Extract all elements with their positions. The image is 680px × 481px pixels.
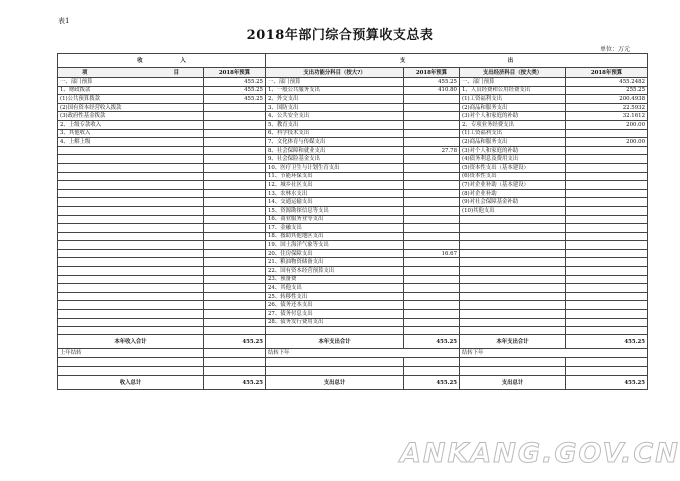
economic-budget-cell xyxy=(566,318,648,327)
function-item-cell: 10、医疗卫生与计划生育支出 xyxy=(266,163,404,172)
economic-item-cell xyxy=(460,275,566,284)
function-budget-cell xyxy=(404,112,460,121)
function-budget-cell xyxy=(404,215,460,224)
table-row xyxy=(58,258,648,267)
table-row xyxy=(58,120,648,129)
income-budget-cell xyxy=(204,112,266,121)
function-item-cell: 1、一般公共服务支出 xyxy=(266,86,404,95)
function-item-cell: 22、国有资本经营预算支出 xyxy=(266,267,404,276)
income-item-cell xyxy=(58,181,204,190)
income-budget-cell xyxy=(204,181,266,190)
economic-item-cell xyxy=(460,284,566,293)
economic-budget-cell: 32.1612 xyxy=(566,112,648,121)
function-item-cell: 6、科学技术支出 xyxy=(266,129,404,138)
function-item-cell: 7、文化体育与传媒支出 xyxy=(266,138,404,147)
economic-budget-cell: 200.4938 xyxy=(566,95,648,104)
economic-item-cell xyxy=(460,249,566,258)
economic-item-cell: (5)资本性支出（基本建设） xyxy=(460,163,566,172)
table-row xyxy=(58,129,648,138)
economic-budget-cell xyxy=(566,155,648,164)
economic-budget-cell: 200.00 xyxy=(566,120,648,129)
function-item-cell: 5、教育支出 xyxy=(266,120,404,129)
economic-item-cell xyxy=(460,224,566,233)
function-budget-cell xyxy=(404,258,460,267)
economic-budget-cell xyxy=(566,292,648,301)
economic-budget-cell xyxy=(566,249,648,258)
table-row xyxy=(58,241,648,250)
income-budget-cell xyxy=(204,275,266,284)
function-budget-cell xyxy=(404,95,460,104)
economic-budget-cell: 455.2482 xyxy=(566,78,648,87)
function-budget-cell xyxy=(404,318,460,327)
function-budget-cell xyxy=(404,206,460,215)
income-budget-cell xyxy=(204,189,266,198)
table-row xyxy=(58,275,648,284)
function-item-cell: 2、外交支出 xyxy=(266,95,404,104)
economic-item-cell: (1)工资福利支出 xyxy=(460,129,566,138)
function-budget-cell xyxy=(404,181,460,190)
economic-item-cell xyxy=(460,292,566,301)
table-row xyxy=(58,181,648,190)
economic-item-cell: (9)对社会保障基金补助 xyxy=(460,198,566,207)
income-item-cell xyxy=(58,163,204,172)
function-item-cell: 26、债务还本支出 xyxy=(266,301,404,310)
economic-budget-cell: 200.00 xyxy=(566,138,648,147)
table-row xyxy=(58,198,648,207)
income-item-cell xyxy=(58,146,204,155)
income-budget-cell: 455.25 xyxy=(204,78,266,87)
economic-budget-cell xyxy=(566,275,648,284)
function-item-cell: 13、农林水支出 xyxy=(266,189,404,198)
income-item-cell: 一、部门预算 xyxy=(58,78,204,87)
function-budget-cell xyxy=(404,275,460,284)
table-row xyxy=(58,224,648,233)
function-item-cell: 25、转移性支出 xyxy=(266,292,404,301)
function-item-cell: 19、国土海洋气象等支出 xyxy=(266,241,404,250)
income-item-cell xyxy=(58,232,204,241)
income-budget-cell xyxy=(204,129,266,138)
function-budget-cell xyxy=(404,163,460,172)
year-expense-total-label: 本年支出合计 xyxy=(266,335,404,349)
economic-budget-cell xyxy=(566,172,648,181)
table-row xyxy=(58,138,648,147)
income-item-cell xyxy=(58,284,204,293)
income-budget-cell: 455.25 xyxy=(204,86,266,95)
income-item-cell xyxy=(58,267,204,276)
table-row xyxy=(58,249,648,258)
income-budget-cell xyxy=(204,284,266,293)
economic-item-cell xyxy=(460,258,566,267)
economic-budget-cell xyxy=(566,129,648,138)
economic-budget-cell xyxy=(566,215,648,224)
function-budget-cell: 455.25 xyxy=(404,78,460,87)
table-row xyxy=(58,103,648,112)
income-item-cell xyxy=(58,292,204,301)
income-item-cell: 3、其他收入 xyxy=(58,129,204,138)
economic-item-cell: (6)资本性支出 xyxy=(460,172,566,181)
economic-item-cell xyxy=(460,232,566,241)
function-budget-cell xyxy=(404,138,460,147)
income-budget-header: 2018年预算 xyxy=(204,68,266,78)
economic-item-cell: 1、人员经费和公用经费支出 xyxy=(460,86,566,95)
income-budget-cell xyxy=(204,206,266,215)
income-budget-cell xyxy=(204,258,266,267)
income-budget-cell xyxy=(204,103,266,112)
table-row xyxy=(58,215,648,224)
income-item-cell xyxy=(58,198,204,207)
economic-item-cell: 一、部门预算 xyxy=(460,78,566,87)
economic-budget-cell: 22.5932 xyxy=(566,103,648,112)
budget-summary-table xyxy=(57,53,648,390)
income-item-cell xyxy=(58,206,204,215)
economic-budget-cell xyxy=(566,232,648,241)
income-item-cell xyxy=(58,215,204,224)
income-item-cell xyxy=(58,224,204,233)
economic-budget-cell xyxy=(566,224,648,233)
table-row xyxy=(58,163,648,172)
item-header-left: 项 xyxy=(82,69,88,76)
income-item-cell xyxy=(58,172,204,181)
year-expense-total-value: 455.25 xyxy=(404,335,460,349)
year-econ-total-value: 455.25 xyxy=(566,335,648,349)
function-item-cell: 21、粮油物资储备支出 xyxy=(266,258,404,267)
economic-budget-cell xyxy=(566,241,648,250)
table-row xyxy=(58,301,648,310)
economic-budget-cell xyxy=(566,189,648,198)
income-budget-cell xyxy=(204,249,266,258)
function-category-header: 支出功能分科目（按大?） xyxy=(266,68,404,78)
economic-budget-cell xyxy=(566,163,648,172)
income-item-cell xyxy=(58,258,204,267)
income-item-cell xyxy=(58,155,204,164)
function-budget-cell xyxy=(404,267,460,276)
income-item-cell xyxy=(58,318,204,327)
function-budget-cell xyxy=(404,310,460,319)
income-budget-cell xyxy=(204,241,266,250)
economic-item-cell xyxy=(460,267,566,276)
function-budget-cell: 27.78 xyxy=(404,146,460,155)
economic-item-cell xyxy=(460,318,566,327)
economic-budget-cell xyxy=(566,284,648,293)
income-budget-cell xyxy=(204,172,266,181)
economic-item-cell: (4)债务利息及费用支出 xyxy=(460,155,566,164)
income-item-cell xyxy=(58,275,204,284)
income-budget-cell xyxy=(204,301,266,310)
income-budget-cell xyxy=(204,120,266,129)
function-item-cell: 8、社会保障和就业支出 xyxy=(266,146,404,155)
income-grand-total-value: 455.25 xyxy=(204,376,266,390)
function-item-cell: 4、公共安全支出 xyxy=(266,112,404,121)
economic-item-cell: (2)商品和服务支出 xyxy=(460,103,566,112)
function-budget-header: 2018年预算 xyxy=(404,68,460,78)
economic-item-cell xyxy=(460,241,566,250)
income-budget-cell xyxy=(204,215,266,224)
income-budget-cell xyxy=(204,224,266,233)
function-item-cell: 16、商业服务业等支出 xyxy=(266,215,404,224)
function-item-cell: 28、债务发行费用支出 xyxy=(266,318,404,327)
income-item-cell xyxy=(58,189,204,198)
table-row xyxy=(58,95,648,104)
table-row xyxy=(58,189,648,198)
function-budget-cell xyxy=(404,103,460,112)
income-budget-cell xyxy=(204,138,266,147)
table-row xyxy=(58,310,648,319)
function-budget-cell xyxy=(404,189,460,198)
economic-budget-cell: 255.25 xyxy=(566,86,648,95)
economic-budget-cell xyxy=(566,301,648,310)
income-item-cell xyxy=(58,310,204,319)
prior-year-carryover-label: 上年结转 xyxy=(58,349,204,358)
income-item-cell: (3)政府性基金拨款 xyxy=(58,112,204,121)
function-budget-cell xyxy=(404,232,460,241)
income-budget-cell xyxy=(204,163,266,172)
economic-item-cell xyxy=(460,310,566,319)
expense-grand-total-value: 455.25 xyxy=(404,376,460,390)
function-budget-cell xyxy=(404,224,460,233)
item-column-header xyxy=(58,68,204,78)
function-item-cell: 3、国防支出 xyxy=(266,103,404,112)
function-budget-cell xyxy=(404,292,460,301)
function-item-cell: 23、预备费 xyxy=(266,275,404,284)
function-item-cell: 20、住房保障支出 xyxy=(266,249,404,258)
economic-category-header: 支出经济科目（按大类） xyxy=(460,68,566,78)
income-item-cell: 4、上解上级 xyxy=(58,138,204,147)
income-section-header: 收 入 xyxy=(58,54,266,68)
year-income-total-value: 455.25 xyxy=(204,335,266,349)
function-item-cell: 一、部门预算 xyxy=(266,78,404,87)
income-item-cell xyxy=(58,301,204,310)
economic-item-cell: (2)商品和服务支出 xyxy=(460,138,566,147)
income-item-cell: 2、上级专款收入 xyxy=(58,120,204,129)
economic-budget-header: 2018年预算 xyxy=(566,68,648,78)
economic-budget-cell xyxy=(566,206,648,215)
function-budget-cell xyxy=(404,172,460,181)
economic-item-cell xyxy=(460,301,566,310)
carry-next-year-econ-label: 结转下年 xyxy=(460,349,648,358)
income-budget-cell xyxy=(204,310,266,319)
function-item-cell: 27、债务付息支出 xyxy=(266,310,404,319)
function-budget-cell xyxy=(404,198,460,207)
function-budget-cell: 16.67 xyxy=(404,249,460,258)
income-grand-total-label: 收入总计 xyxy=(58,376,204,390)
economic-budget-cell xyxy=(566,198,648,207)
economic-item-cell: (10)其他支出 xyxy=(460,206,566,215)
income-budget-cell xyxy=(204,198,266,207)
function-budget-cell xyxy=(404,241,460,250)
function-budget-cell xyxy=(404,120,460,129)
table-row xyxy=(58,284,648,293)
economic-item-cell: 2、专项业务经费支出 xyxy=(460,120,566,129)
economic-budget-cell xyxy=(566,310,648,319)
table-row xyxy=(58,292,648,301)
function-item-cell: 24、其他支出 xyxy=(266,284,404,293)
function-item-cell: 17、金融支出 xyxy=(266,224,404,233)
table-row xyxy=(58,267,648,276)
function-budget-cell xyxy=(404,301,460,310)
economic-item-cell: (3)对个人和家庭的补助 xyxy=(460,146,566,155)
unit-label: 单位：万元 xyxy=(600,46,631,53)
year-econ-total-label: 本年支出合计 xyxy=(460,335,566,349)
economic-item-cell: (7)对企业补助（基本建设） xyxy=(460,181,566,190)
economic-budget-cell xyxy=(566,258,648,267)
income-item-cell: (1)公共预算拨款 xyxy=(58,95,204,104)
income-budget-cell xyxy=(204,267,266,276)
expense-grand-total-label: 支出总计 xyxy=(266,376,404,390)
econ-grand-total-value: 455.25 xyxy=(566,376,648,390)
table-row xyxy=(58,86,648,95)
economic-item-cell: (3)对个人和家庭的补助 xyxy=(460,112,566,121)
economic-item-cell: (1)工资福利支出 xyxy=(460,95,566,104)
income-budget-cell xyxy=(204,146,266,155)
table-row xyxy=(58,318,648,327)
income-item-cell: 1、财政拨款 xyxy=(58,86,204,95)
income-item-cell xyxy=(58,249,204,258)
table-row xyxy=(58,172,648,181)
income-item-cell xyxy=(58,241,204,250)
watermark: ANKANG.GOV.CN xyxy=(400,438,680,469)
income-item-cell: (2)国有资本经营收入拨款 xyxy=(58,103,204,112)
table-row xyxy=(58,146,648,155)
economic-budget-cell xyxy=(566,267,648,276)
expense-section-header: 支 出 xyxy=(266,54,648,68)
function-item-cell: 14、交通运输支出 xyxy=(266,198,404,207)
income-budget-cell xyxy=(204,155,266,164)
income-budget-cell: 455.25 xyxy=(204,95,266,104)
function-item-cell: 11、节能环保支出 xyxy=(266,172,404,181)
function-budget-cell xyxy=(404,129,460,138)
function-item-cell: 15、资源勘探信息等支出 xyxy=(266,206,404,215)
economic-item-cell: (8)对企业补助 xyxy=(460,189,566,198)
function-item-cell: 12、城乡社区支出 xyxy=(266,181,404,190)
table-row xyxy=(58,112,648,121)
page-title: 2018年部门综合预算收支总表 xyxy=(246,28,434,43)
function-item-cell: 9、社会保险基金支出 xyxy=(266,155,404,164)
table-row xyxy=(58,78,648,87)
function-budget-cell xyxy=(404,155,460,164)
income-budget-cell xyxy=(204,318,266,327)
econ-grand-total-label: 支出总计 xyxy=(460,376,566,390)
income-budget-cell xyxy=(204,292,266,301)
table-row xyxy=(58,206,648,215)
function-budget-cell: 410.80 xyxy=(404,86,460,95)
economic-budget-cell xyxy=(566,146,648,155)
function-budget-cell xyxy=(404,284,460,293)
carry-next-year-label: 结转下年 xyxy=(266,349,460,358)
year-income-total-label: 本年收入合计 xyxy=(58,335,204,349)
economic-item-cell xyxy=(460,215,566,224)
table-row xyxy=(58,232,648,241)
function-item-cell: 18、援助其他地区支出 xyxy=(266,232,404,241)
item-header-right: 目 xyxy=(173,69,179,76)
economic-budget-cell xyxy=(566,181,648,190)
table-number-label: 表1 xyxy=(58,17,70,25)
table-row xyxy=(58,155,648,164)
income-budget-cell xyxy=(204,232,266,241)
